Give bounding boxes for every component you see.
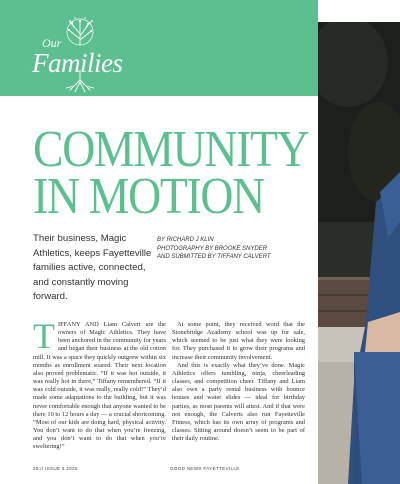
- column-2-paragraph-2: And this is exactly what they’ve done. Magic Athletics offers tumbling, ninja, cheerleading classes, and competition cheer. Tiffany and Liam also own a party rental business with bounce houses and water slides — ideal for birthday parties, as most parents will attest. And if that were not enough, the Calverts also run Fayetteville Fitness, which has its own array of programs and classes. Sitting around doesn’t seem to be part of their daily routine.: [172, 361, 305, 443]
- publication-name: GOOD NEWS FAYETTEVILLE: [170, 466, 240, 471]
- photo-image: [318, 22, 400, 484]
- headline-line-1: COMMUNITY: [33, 121, 309, 178]
- article-subhead: Their business, Magic Athletics, keeps Fayetteville families active, connected, and constantly moving forward.: [33, 233, 152, 303]
- headline-line-2: IN MOTION: [33, 168, 264, 225]
- drop-cap: T: [33, 316, 55, 356]
- column-2-paragraph-1: At some point, they received word that the Stonebridge Academy school was up for sale, which seemed to be just what they were looking for. They purchased it to grow their programs and increase their community involvement.: [172, 321, 305, 361]
- page-folio: 28 // ISSUE 6 2025: [33, 466, 78, 471]
- column-1-paragraph: IFFANY AND Liam Calvert are the owners of Magic Athletics. They have been anchored in the community for years and began their business at the old cotton mill. It was a space they quickly outgrew within six months as enrollment soared. Their next location also proved problematic. “If it was hot outside, it was really hot in there,” Tiffany remembered. “If it was cold outside, it was really, really cold!” They’d made some adaptations to the building, but it was never comfortable enough that anyone wanted to be there 10 to 12 hours a day — a crucial shortcoming. “Most of our kids are doing hard, physical activity. You don’t want to do that when you’re freezing, and you don’t want to do that when you’re sweltering!”: [33, 321, 166, 451]
- feature-photo: [318, 22, 400, 484]
- article-column-1: [33, 316, 166, 452]
- logo-families-text: Families: [32, 48, 123, 78]
- logo-our-text: Our: [42, 36, 62, 50]
- byline-author: BY RICHARD J KLIN: [157, 237, 214, 243]
- article-headline: [33, 121, 309, 225]
- header-banner: [0, 0, 318, 96]
- article-column-2: [172, 321, 305, 443]
- byline-photography: PHOTOGRAPHY BY BROOKE SNYDER: [157, 245, 268, 252]
- article-byline: [157, 236, 307, 262]
- byline-submitted: AND SUBMITTED BY TIFFANY CALVERT: [157, 254, 271, 261]
- our-families-logo: [28, 14, 128, 94]
